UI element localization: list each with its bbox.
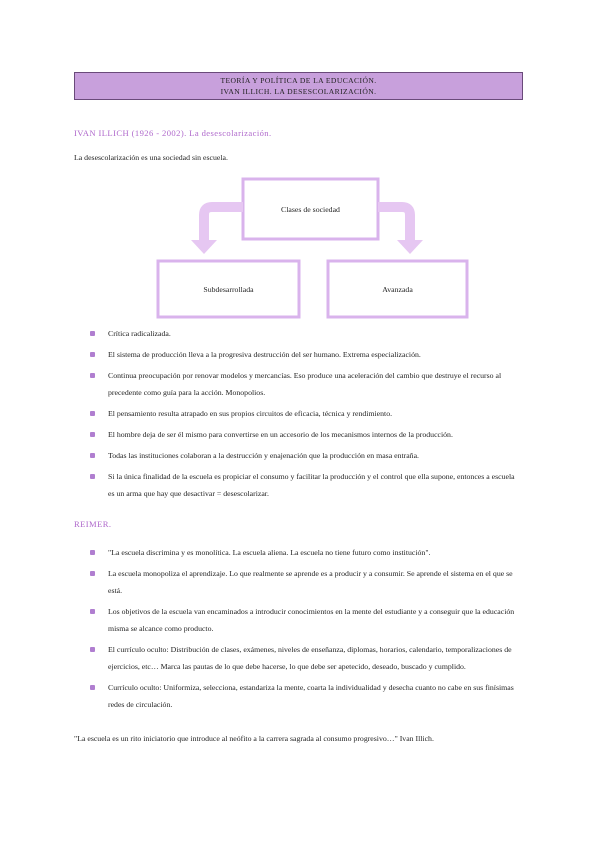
bullet-icon: [90, 685, 95, 690]
arrow-left-head-icon: [191, 240, 217, 254]
list-item: El sistema de producción lleva a la progresiva destrucción del ser humano. Extrema especialización.: [90, 346, 520, 363]
title-line-1: TEORÍA Y POLÍTICA DE LA EDUCACIÓN.: [220, 76, 377, 85]
list-item: Currículo oculto: Uniformiza, selecciona, estandariza la mente, coarta la individualidad y desecha cuanto no cabe en sus finísimas redes de circulación.: [90, 679, 520, 713]
bullet-icon: [90, 647, 95, 652]
arrow-left-icon: [204, 207, 243, 243]
list-item: La escuela monopoliza el aprendizaje. Lo que realmente se aprende es a producir y a consumir. Se aprende el sistema en el que se está.: [90, 565, 520, 599]
bullet-icon: [90, 453, 95, 458]
list-item: Crítica radicalizada.: [90, 325, 520, 342]
list-item: Continua preocupación por renovar modelos y mercancías. Eso produce una aceleración del cambio que destruye el recurso al precedente como guía para la acción. Monopolios.: [90, 367, 520, 401]
arrow-right-head-icon: [397, 240, 423, 254]
intro-text: La desescolarización es una sociedad sin escuela.: [74, 153, 228, 162]
list-item: El currículo oculto: Distribución de clases, exámenes, niveles de enseñanza, diplomas, horarios, calendario, temporalizaciones de ejercicios, etc… Marca las pautas de lo que debe hacerse, lo que debe ser apetecido, deseado, buscado y cumplido.: [90, 641, 520, 675]
illich-bullet-list: [90, 325, 520, 502]
bullet-icon: [90, 550, 95, 555]
bullet-icon: [90, 373, 95, 378]
bullet-icon: [90, 609, 95, 614]
diagram-label-top: Clases de sociedad: [281, 205, 340, 214]
list-item: "La escuela discrimina y es monolítica. La escuela aliena. La escuela no tiene futuro como institución".: [90, 544, 520, 561]
bullet-icon: [90, 352, 95, 357]
list-item: Todas las instituciones colaboran a la destrucción y enajenación que la producción en masa entraña.: [90, 447, 520, 464]
diagram-label-right: Avanzada: [382, 285, 413, 294]
list-item: Si la única finalidad de la escuela es propiciar el consumo y facilitar la producción y el control que ella supone, entonces a escuela es un arma que hay que desactivar = desescolarizar.: [90, 468, 520, 502]
bullet-icon: [90, 432, 95, 437]
reimer-bullet-list: [90, 544, 520, 713]
arrow-right-icon: [378, 207, 410, 243]
bullet-icon: [90, 411, 95, 416]
section-heading-reimer: REIMER.: [74, 519, 112, 529]
closing-quote: "La escuela es un rito iniciatorio que introduce al neófito a la carrera sagrada al consumo progresivo…" Ivan Illich.: [74, 734, 434, 743]
diagram-label-left: Subdesarrollada: [203, 285, 254, 294]
bullet-icon: [90, 331, 95, 336]
bullet-icon: [90, 474, 95, 479]
bullet-icon: [90, 571, 95, 576]
list-item: El pensamiento resulta atrapado en sus propios circuitos de eficacia, técnica y rendimiento.: [90, 405, 520, 422]
society-diagram: [0, 0, 599, 330]
section-heading-illich: IVAN ILLICH (1926 - 2002). La desescolarización.: [74, 128, 272, 138]
list-item: El hombre deja de ser él mismo para convertirse en un accesorio de los mecanismos internos de la producción.: [90, 426, 520, 443]
list-item: Los objetivos de la escuela van encaminados a introducir conocimientos en la mente del estudiante y a conseguir que la educación misma se alcance como producto.: [90, 603, 520, 637]
title-line-2: IVAN ILLICH. LA DESESCOLARIZACIÓN.: [220, 86, 377, 96]
